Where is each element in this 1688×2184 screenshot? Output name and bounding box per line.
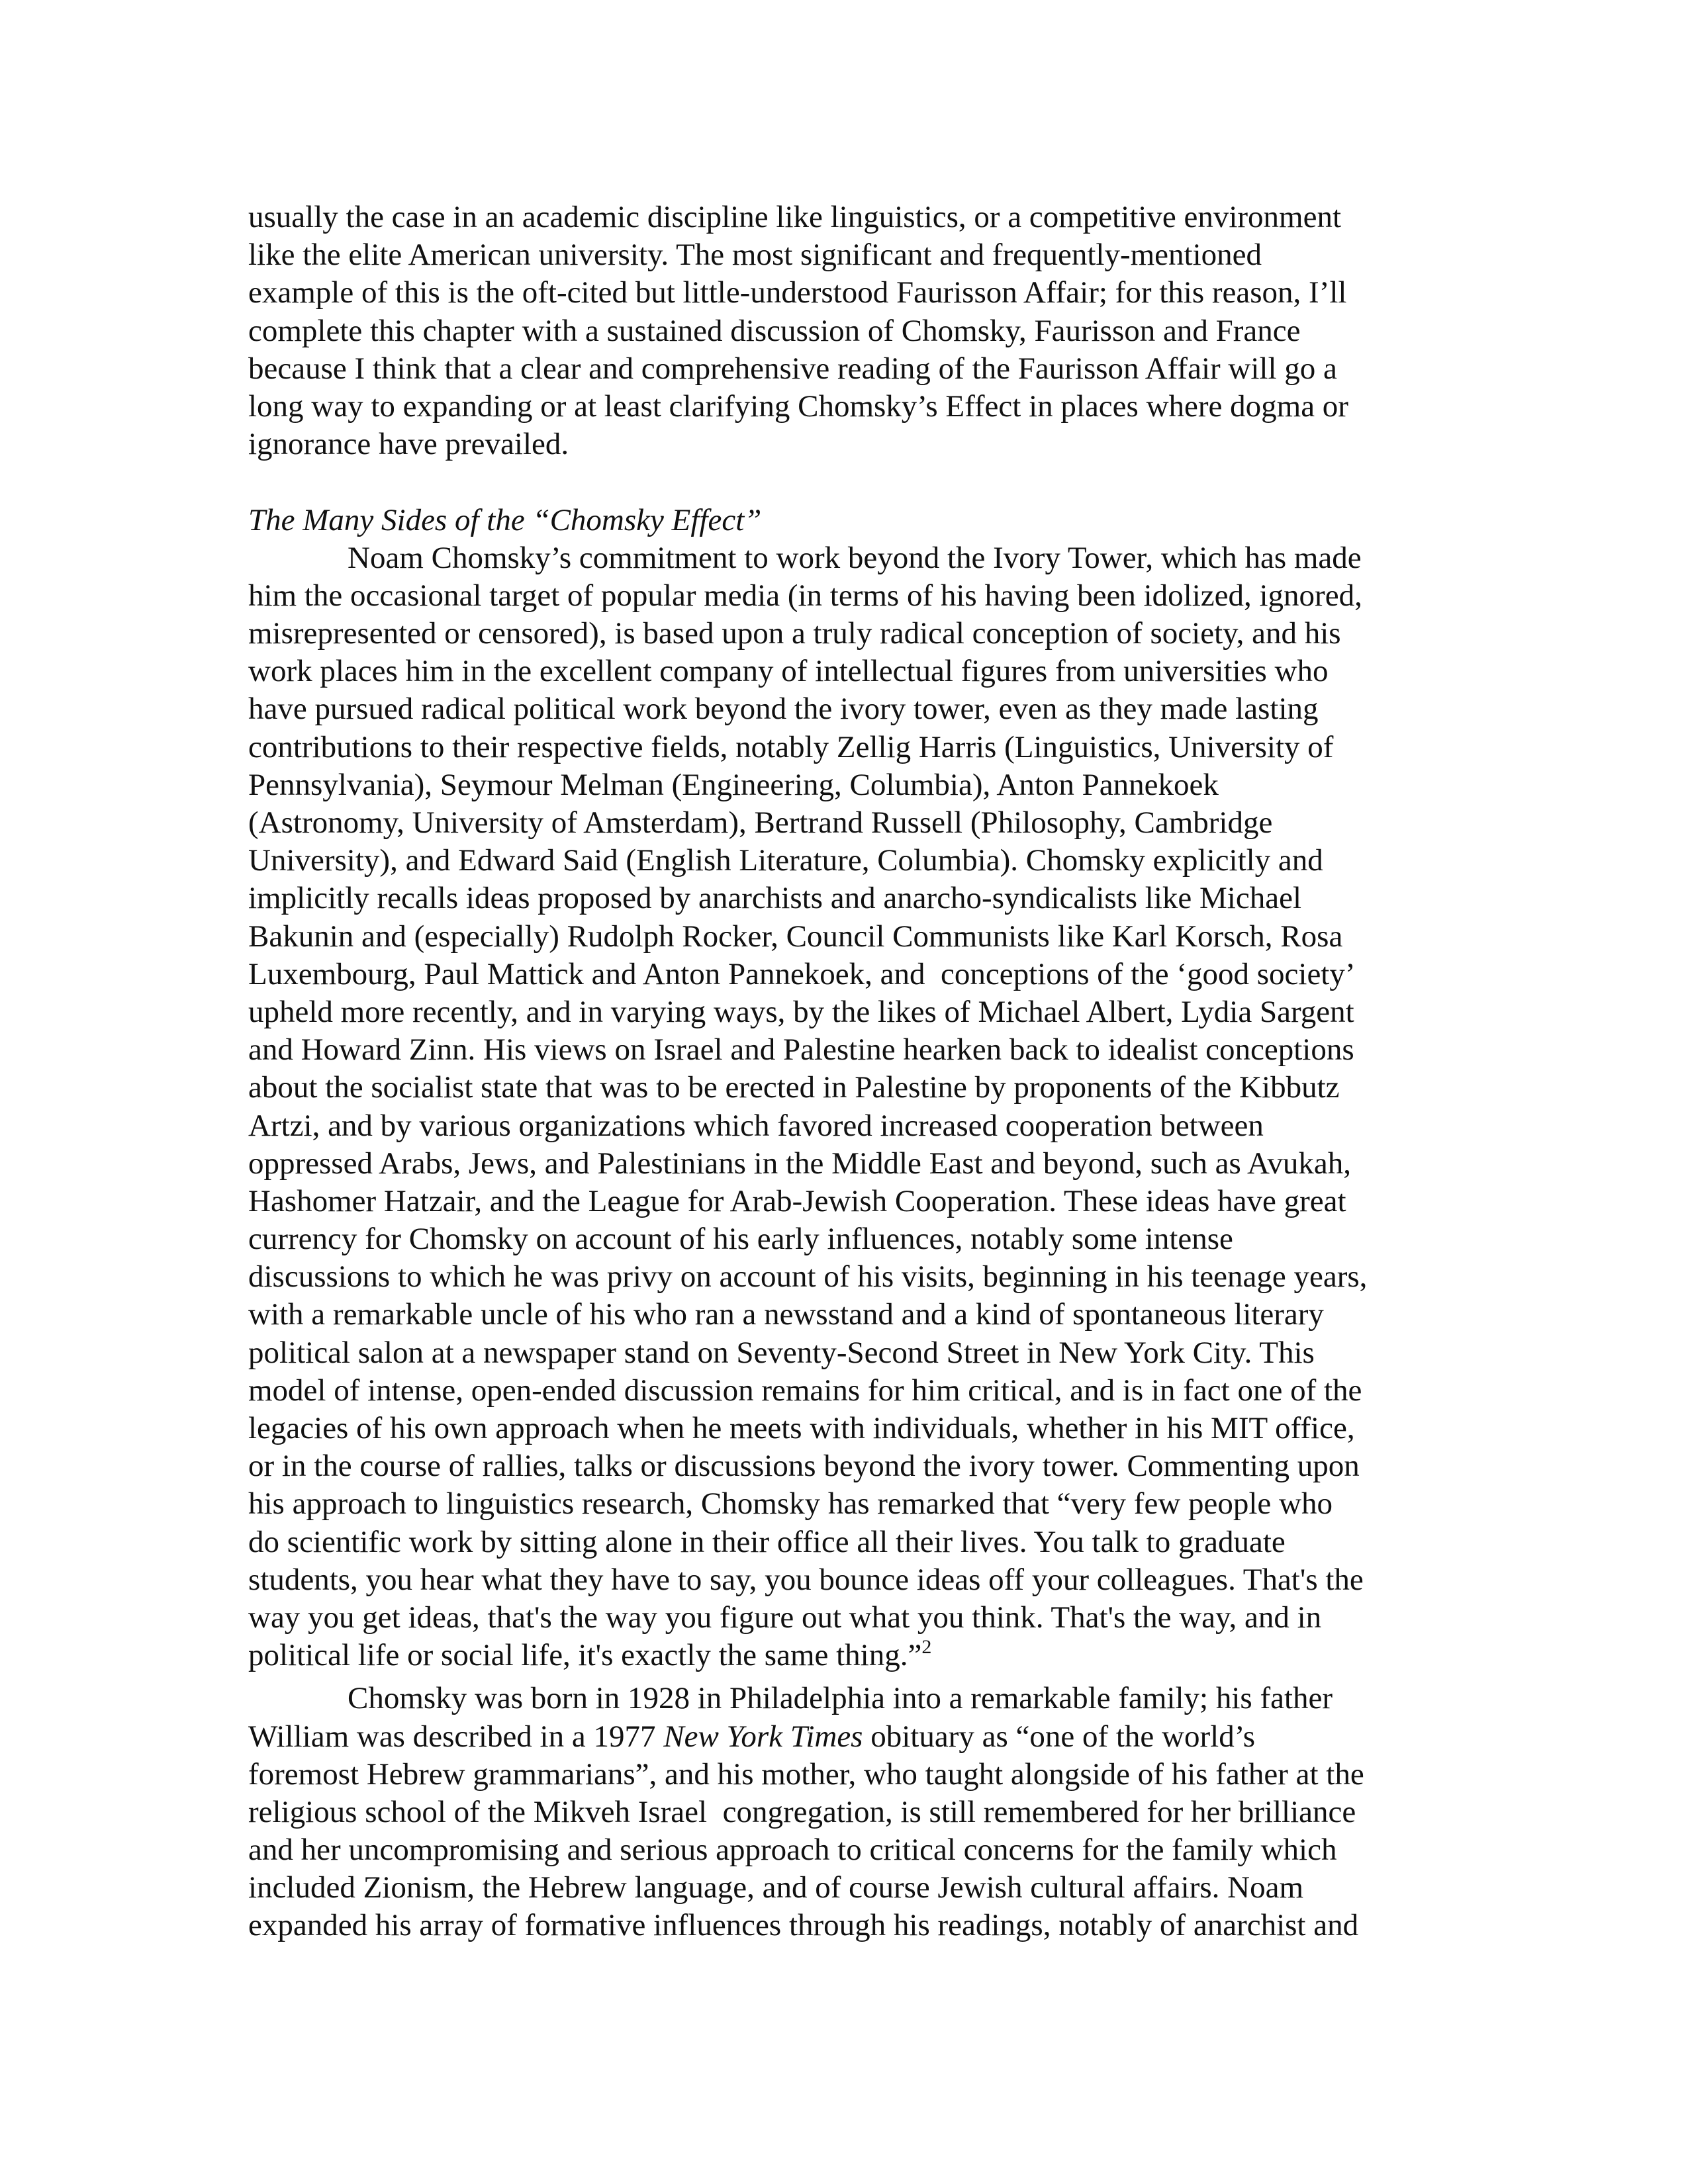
text-line: or in the course of rallies, talks or discussions beyond the ivory tower. Commenting upon (248, 1449, 1360, 1484)
text-line: legacies of his own approach when he meets with individuals, whether in his MIT office, (248, 1411, 1355, 1445)
paragraph-continuation (248, 199, 1440, 463)
text-line: Noam Chomsky’s commitment to work beyond the Ivory Tower, which has made (348, 540, 1362, 575)
text-line: him the occasional target of popular media (in terms of his having been idolized, ignored, (248, 578, 1362, 613)
text-line: long way to expanding or at least clarifying Chomsky’s Effect in places where dogma or (248, 388, 1348, 424)
text-line: about the socialist state that was to be erected in Palestine by proponents of the Kibbutz (248, 1070, 1340, 1105)
text-line: because I think that a clear and comprehensive reading of the Faurisson Affair will go a (248, 351, 1337, 386)
text-line: discussions to which he was privy on account of his visits, beginning in his teenage years, (248, 1259, 1368, 1295)
spacer (248, 463, 1440, 501)
body-text (248, 199, 1440, 1945)
text-line: have pursued radical political work beyond the ivory tower, even as they made lasting (248, 692, 1319, 727)
paragraph (248, 539, 1440, 1675)
text-line: (Astronomy, University of Amsterdam), Bertrand Russell (Philosophy, Cambridge (248, 805, 1273, 840)
text-segment: William was described in a 1977 (248, 1719, 664, 1754)
text-line: Pennsylvania), Seymour Melman (Engineering, Columbia), Anton Pannekoek (248, 767, 1219, 802)
text-line: and Howard Zinn. His views on Israel and Palestine hearken back to idealist conceptions (248, 1032, 1354, 1068)
text-line: students, you hear what they have to say, you bounce ideas off your colleagues. That's the (248, 1562, 1364, 1597)
text-line: Chomsky was born in 1928 in Philadelphia into a remarkable family; his father (348, 1681, 1333, 1716)
text-line: complete this chapter with a sustained discussion of Chomsky, Faurisson and France (248, 313, 1301, 348)
text-line-with-footnote (248, 1637, 1440, 1674)
text-line: implicitly recalls ideas proposed by anarchists and anarcho-syndicalists like Michael (248, 881, 1302, 916)
text-segment: obituary as “one of the world’s (863, 1719, 1256, 1754)
section-heading: The Many Sides of the “Chomsky Effect” (248, 502, 762, 537)
text-line: example of this is the oft-cited but little-understood Faurisson Affair; for this reason, I’ll (248, 275, 1347, 310)
text-line: model of intense, open-ended discussion remains for him critical, and is in fact one of the (248, 1373, 1362, 1408)
footnote-marker: 2 (921, 1636, 932, 1659)
text-line: with a remarkable uncle of his who ran a newsstand and a kind of spontaneous literary (248, 1297, 1324, 1332)
text-line: Luxembourg, Paul Mattick and Anton Pannekoek, and conceptions of the ‘good society’ (248, 956, 1356, 991)
text-line: contributions to their respective fields, notably Zellig Harris (Linguistics, University of (248, 729, 1334, 764)
text-line: his approach to linguistics research, Chomsky has remarked that “very few people who (248, 1486, 1333, 1522)
text-line: ignorance have prevailed. (248, 427, 569, 462)
text-line: Hashomer Hatzair, and the League for Arab-Jewish Cooperation. These ideas have great (248, 1183, 1346, 1218)
text-line: way you get ideas, that's the way you figure out what you think. That's the way, and in (248, 1600, 1322, 1635)
text-line: University), and Edward Said (English Literature, Columbia). Chomsky explicitly and (248, 843, 1323, 878)
text-line: political life or social life, it's exactly the same thing.” (248, 1638, 922, 1673)
text-line: upheld more recently, and in varying ways, by the likes of Michael Albert, Lydia Sargent (248, 994, 1354, 1029)
text-line: Bakunin and (especially) Rudolph Rocker, Council Communists like Karl Korsch, Rosa (248, 919, 1343, 954)
spacer (248, 1674, 1440, 1680)
text-line: currency for Chomsky on account of his early influences, notably some intense (248, 1222, 1233, 1257)
paragraph (248, 1680, 1440, 1944)
text-line: work places him in the excellent company of intellectual figures from universities who (248, 654, 1329, 689)
text-line: oppressed Arabs, Jews, and Palestinians in the Middle East and beyond, such as Avukah, (248, 1146, 1352, 1181)
text-line: political salon at a newspaper stand on Seventy-Second Street in New York City. This (248, 1335, 1315, 1370)
text-line: included Zionism, the Hebrew language, and of course Jewish cultural affairs. Noam (248, 1870, 1304, 1905)
text-line: misrepresented or censored), is based upon a truly radical conception of society, and his (248, 616, 1341, 651)
text-line: religious school of the Mikveh Israel congregation, is still remembered for her brilliance (248, 1794, 1356, 1829)
text-line: Artzi, and by various organizations which favored increased cooperation between (248, 1108, 1264, 1143)
text-line: like the elite American university. The most significant and frequently-mentioned (248, 238, 1262, 273)
text-line-with-italic-title (248, 1718, 1440, 1756)
publication-title: New York Times (663, 1719, 863, 1754)
text-line: and her uncompromising and serious approach to critical concerns for the family which (248, 1833, 1337, 1868)
text-line: expanded his array of formative influences through his readings, notably of anarchist and (248, 1908, 1359, 1943)
text-line: foremost Hebrew grammarians”, and his mother, who taught alongside of his father at the (248, 1756, 1364, 1792)
text-line: do scientific work by sitting alone in their office all their lives. You talk to graduate (248, 1524, 1286, 1559)
text-line: usually the case in an academic discipline like linguistics, or a competitive environment (248, 200, 1342, 234)
